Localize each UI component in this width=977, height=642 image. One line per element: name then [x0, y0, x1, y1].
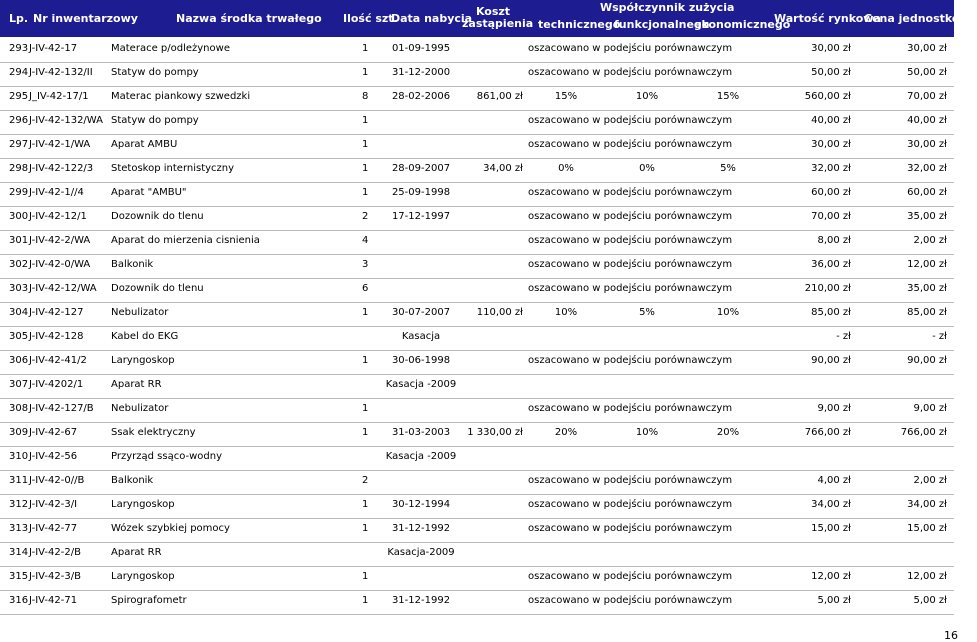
- table-row: [0, 206, 954, 231]
- cell-data: Kasacja -2009: [385, 379, 457, 390]
- cell-cena: 2,00 zł: [913, 235, 947, 246]
- cell-cena: 40,00 zł: [907, 115, 947, 126]
- cell-nazwa: Laryngoskop: [111, 571, 175, 582]
- cell-nr: J-IV-42-127: [29, 307, 84, 318]
- cell-nazwa: Laryngoskop: [111, 499, 175, 510]
- table-row: [0, 62, 954, 87]
- cell-wartosc: 30,00 zł: [811, 43, 851, 54]
- table-row: [0, 398, 954, 423]
- cell-data: 17-12-1997: [391, 211, 451, 222]
- cell-nazwa: Balkonik: [111, 259, 154, 270]
- table-row: [0, 566, 954, 591]
- cell-lp: 309: [9, 427, 29, 438]
- table-row: [0, 254, 954, 279]
- cell-cena: 12,00 zł: [907, 571, 947, 582]
- cell-t: oszacowano w podejściu porównawczym: [528, 355, 733, 366]
- table-row: [0, 38, 954, 63]
- table-row: [0, 158, 954, 183]
- cell-wartosc: 30,00 zł: [811, 139, 851, 150]
- cell-wartosc: 85,00 zł: [811, 307, 851, 318]
- cell-data: 30-06-1998: [391, 355, 451, 366]
- cell-t: oszacowano w podejściu porównawczym: [528, 571, 733, 582]
- cell-koszt: 110,00 zł: [476, 307, 523, 318]
- cell-t: oszacowano w podejściu porównawczym: [528, 283, 733, 294]
- cell-lp: 304: [9, 307, 29, 318]
- cell-nazwa: Nebulizator: [111, 307, 169, 318]
- cell-wartosc: 560,00 zł: [804, 91, 851, 102]
- cell-lp: 296: [9, 115, 29, 126]
- cell-t: 20%: [554, 427, 578, 438]
- cell-t: oszacowano w podejściu porównawczym: [528, 187, 733, 198]
- table-row: [0, 422, 954, 447]
- cell-t: oszacowano w podejściu porównawczym: [528, 499, 733, 510]
- cell-nr: J-IV-42-1/WA: [29, 139, 91, 150]
- cell-data: 31-03-2003: [391, 427, 451, 438]
- cell-ilosc: 1: [362, 403, 369, 414]
- cell-ilosc: 1: [362, 187, 369, 198]
- cell-f: 10%: [635, 427, 659, 438]
- table-row: [0, 302, 954, 327]
- cell-wartosc: 32,00 zł: [811, 163, 851, 174]
- cell-ilosc: 4: [362, 235, 369, 246]
- header-koszt: Koszt zastąpienia: [462, 5, 534, 30]
- cell-cena: - zł: [932, 331, 947, 342]
- header-wspolczynnik: Współczynnik zużycia: [600, 1, 735, 14]
- cell-nazwa: Laryngoskop: [111, 355, 175, 366]
- cell-wartosc: 70,00 zł: [811, 211, 851, 222]
- cell-nr: J-IV-42-122/3: [29, 163, 94, 174]
- cell-e: 5%: [720, 163, 736, 174]
- cell-lp: 298: [9, 163, 29, 174]
- cell-wartosc: 60,00 zł: [811, 187, 851, 198]
- cell-nr: J-IV-42-3/I: [29, 499, 78, 510]
- cell-ilosc: 8: [362, 91, 369, 102]
- header-funkcjonalnego: funkcjonalnego: [614, 18, 710, 31]
- cell-t: 10%: [554, 307, 578, 318]
- table-row: [0, 494, 954, 519]
- cell-t: oszacowano w podejściu porównawczym: [528, 403, 733, 414]
- cell-wartosc: - zł: [836, 331, 851, 342]
- cell-lp: 312: [9, 499, 29, 510]
- cell-t: oszacowano w podejściu porównawczym: [528, 43, 733, 54]
- table-row: [0, 182, 954, 207]
- cell-cena: 85,00 zł: [907, 307, 947, 318]
- cell-nazwa: Przyrząd ssąco-wodny: [111, 451, 223, 462]
- cell-nr: J-IV-42-1//4: [29, 187, 84, 198]
- cell-ilosc: 1: [362, 163, 369, 174]
- cell-t: oszacowano w podejściu porównawczym: [528, 211, 733, 222]
- cell-nazwa: Ssak elektryczny: [111, 427, 196, 438]
- cell-nr: J-IV-42-56: [29, 451, 78, 462]
- cell-f: 10%: [635, 91, 659, 102]
- cell-t: oszacowano w podejściu porównawczym: [528, 475, 733, 486]
- cell-wartosc: 50,00 zł: [811, 67, 851, 78]
- cell-ilosc: 1: [362, 355, 369, 366]
- cell-lp: 313: [9, 523, 29, 534]
- cell-cena: 60,00 zł: [907, 187, 947, 198]
- table-row: [0, 374, 954, 399]
- cell-nr: J-IV-42-12/WA: [29, 283, 97, 294]
- cell-t: oszacowano w podejściu porównawczym: [528, 115, 733, 126]
- cell-lp: 294: [9, 67, 29, 78]
- cell-cena: 34,00 zł: [907, 499, 947, 510]
- cell-cena: 32,00 zł: [907, 163, 947, 174]
- header-cena: Cena jednostkowa: [864, 12, 977, 25]
- table-row: [0, 446, 954, 471]
- cell-ilosc: 1: [362, 595, 369, 606]
- cell-data: 28-02-2006: [391, 91, 451, 102]
- cell-t: oszacowano w podejściu porównawczym: [528, 595, 733, 606]
- cell-ilosc: 1: [362, 139, 369, 150]
- cell-cena: 50,00 zł: [907, 67, 947, 78]
- cell-data: 28-09-2007: [391, 163, 451, 174]
- table-row: [0, 518, 954, 543]
- cell-nazwa: Aparat RR: [111, 547, 162, 558]
- cell-lp: 303: [9, 283, 29, 294]
- cell-nr: J-IV-42-2/B: [29, 547, 81, 558]
- cell-ilosc: 1: [362, 43, 369, 54]
- cell-koszt: 861,00 zł: [476, 91, 523, 102]
- cell-data: 30-12-1994: [391, 499, 451, 510]
- cell-cena: 30,00 zł: [907, 43, 947, 54]
- header-technicznego: technicznego: [538, 18, 621, 31]
- cell-nr: J-IV-42-71: [29, 595, 78, 606]
- cell-f: 0%: [639, 163, 655, 174]
- cell-nazwa: Materace p/odleżynowe: [111, 43, 230, 54]
- header-nazwa: Nazwa środka trwałego: [176, 12, 322, 25]
- header-nr: Nr inwentarzowy: [33, 12, 138, 25]
- cell-ilosc: 2: [362, 475, 369, 486]
- cell-nr: J-IV-42-67: [29, 427, 78, 438]
- cell-nazwa: Aparat AMBU: [111, 139, 178, 150]
- cell-t: oszacowano w podejściu porównawczym: [528, 259, 733, 270]
- cell-lp: 297: [9, 139, 29, 150]
- cell-data: 25-09-1998: [391, 187, 451, 198]
- cell-nr: J-IV-42-2/WA: [29, 235, 91, 246]
- cell-wartosc: 15,00 zł: [811, 523, 851, 534]
- cell-cena: 15,00 zł: [907, 523, 947, 534]
- cell-e: 10%: [716, 307, 740, 318]
- cell-nr: J-IV-42-12/1: [29, 211, 87, 222]
- cell-t: oszacowano w podejściu porównawczym: [528, 235, 733, 246]
- cell-t: oszacowano w podejściu porównawczym: [528, 523, 733, 534]
- cell-lp: 316: [9, 595, 29, 606]
- cell-cena: 35,00 zł: [907, 283, 947, 294]
- cell-ilosc: 1: [362, 307, 369, 318]
- cell-lp: 305: [9, 331, 29, 342]
- table-row: [0, 110, 954, 135]
- cell-nazwa: Statyw do pompy: [111, 115, 199, 126]
- cell-wartosc: 8,00 zł: [817, 235, 851, 246]
- table-row: [0, 542, 954, 567]
- cell-cena: 766,00 zł: [900, 427, 947, 438]
- cell-ilosc: 1: [362, 523, 369, 534]
- cell-nr: J-IV-42-3/B: [29, 571, 81, 582]
- cell-lp: 314: [9, 547, 29, 558]
- cell-nr: J_IV-42-17/1: [29, 91, 89, 102]
- table-row: [0, 86, 954, 111]
- table-row: [0, 350, 954, 375]
- cell-cena: 5,00 zł: [913, 595, 947, 606]
- table-row: [0, 590, 954, 615]
- cell-data: 30-07-2007: [391, 307, 451, 318]
- cell-e: 15%: [716, 91, 740, 102]
- cell-nazwa: Kabel do EKG: [111, 331, 179, 342]
- cell-nazwa: Aparat do mierzenia cisnienia: [111, 235, 260, 246]
- cell-koszt: 1 330,00 zł: [467, 427, 523, 438]
- cell-ilosc: 1: [362, 67, 369, 78]
- cell-lp: 295: [9, 91, 29, 102]
- cell-lp: 302: [9, 259, 29, 270]
- cell-lp: 307: [9, 379, 29, 390]
- cell-ilosc: 1: [362, 427, 369, 438]
- cell-cena: 9,00 zł: [913, 403, 947, 414]
- cell-data: Kasacja-2009: [387, 547, 455, 558]
- table-header: [0, 0, 977, 37]
- cell-nazwa: Dozownik do tlenu: [111, 211, 204, 222]
- cell-wartosc: 34,00 zł: [811, 499, 851, 510]
- cell-wartosc: 36,00 zł: [811, 259, 851, 270]
- cell-t: 0%: [558, 163, 574, 174]
- cell-nr: J-IV-42-0/WA: [29, 259, 91, 270]
- cell-wartosc: 4,00 zł: [817, 475, 851, 486]
- table-row: [0, 134, 954, 159]
- cell-e: 20%: [716, 427, 740, 438]
- header-lp: Lp.: [9, 12, 29, 25]
- cell-nazwa: Statyw do pompy: [111, 67, 199, 78]
- table-row: [0, 278, 954, 303]
- cell-lp: 300: [9, 211, 29, 222]
- cell-lp: 293: [9, 43, 29, 54]
- cell-wartosc: 766,00 zł: [804, 427, 851, 438]
- cell-nazwa: Materac piankowy szwedzki: [111, 91, 251, 102]
- cell-nazwa: Spirografometr: [111, 595, 187, 606]
- cell-nr: J-IV-42-127/B: [29, 403, 94, 414]
- cell-lp: 306: [9, 355, 29, 366]
- cell-ilosc: 6: [362, 283, 369, 294]
- cell-nazwa: Aparat "AMBU": [111, 187, 187, 198]
- cell-nr: J-IV-42-132/WA: [29, 115, 103, 126]
- cell-nr: J-IV-42-128: [29, 331, 84, 342]
- cell-nazwa: Aparat RR: [111, 379, 162, 390]
- cell-t: 15%: [554, 91, 578, 102]
- cell-nazwa: Stetoskop internistyczny: [111, 163, 235, 174]
- header-ilosc: Ilość szt.: [343, 12, 398, 25]
- cell-data: 01-09-1995: [391, 43, 451, 54]
- cell-ilosc: 2: [362, 211, 369, 222]
- cell-nr: J-IV-42-0//B: [29, 475, 85, 486]
- cell-lp: 311: [9, 475, 29, 486]
- cell-data: 31-12-2000: [391, 67, 451, 78]
- cell-koszt: 34,00 zł: [483, 163, 523, 174]
- cell-nr: J-IV-42-41/2: [29, 355, 87, 366]
- cell-lp: 299: [9, 187, 29, 198]
- page-number: 16: [944, 629, 958, 642]
- cell-t: oszacowano w podejściu porównawczym: [528, 139, 733, 150]
- cell-cena: 90,00 zł: [907, 355, 947, 366]
- cell-wartosc: 9,00 zł: [817, 403, 851, 414]
- cell-data: 31-12-1992: [391, 595, 451, 606]
- cell-nr: J-IV-4202/1: [29, 379, 84, 390]
- header-ekonomicznego: ekonomicznego: [694, 18, 791, 31]
- cell-data: 31-12-1992: [391, 523, 451, 534]
- table-row: [0, 470, 954, 495]
- cell-ilosc: 1: [362, 571, 369, 582]
- cell-f: 5%: [639, 307, 655, 318]
- cell-ilosc: 3: [362, 259, 369, 270]
- cell-cena: 12,00 zł: [907, 259, 947, 270]
- table-row: [0, 326, 954, 351]
- cell-nazwa: Balkonik: [111, 475, 154, 486]
- cell-data: Kasacja: [401, 331, 441, 342]
- cell-nazwa: Wózek szybkiej pomocy: [111, 523, 230, 534]
- cell-ilosc: 1: [362, 499, 369, 510]
- cell-nr: J-IV-42-77: [29, 523, 78, 534]
- cell-ilosc: 1: [362, 115, 369, 126]
- cell-lp: 315: [9, 571, 29, 582]
- cell-nr: J-IV-42-132/II: [29, 67, 93, 78]
- cell-wartosc: 210,00 zł: [804, 283, 851, 294]
- cell-cena: 30,00 zł: [907, 139, 947, 150]
- cell-nr: J-IV-42-17: [29, 43, 78, 54]
- cell-t: oszacowano w podejściu porównawczym: [528, 67, 733, 78]
- cell-cena: 2,00 zł: [913, 475, 947, 486]
- cell-nazwa: Dozownik do tlenu: [111, 283, 204, 294]
- cell-lp: 310: [9, 451, 29, 462]
- cell-wartosc: 90,00 zł: [811, 355, 851, 366]
- cell-lp: 301: [9, 235, 29, 246]
- cell-cena: 35,00 zł: [907, 211, 947, 222]
- cell-cena: 70,00 zł: [907, 91, 947, 102]
- cell-wartosc: 5,00 zł: [817, 595, 851, 606]
- cell-wartosc: 40,00 zł: [811, 115, 851, 126]
- header-wartosc: Wartość rynkowa: [774, 12, 881, 25]
- header-data: Data nabycia: [391, 12, 473, 25]
- cell-lp: 308: [9, 403, 29, 414]
- cell-nazwa: Nebulizator: [111, 403, 169, 414]
- cell-data: Kasacja -2009: [385, 451, 457, 462]
- cell-wartosc: 12,00 zł: [811, 571, 851, 582]
- table-row: [0, 230, 954, 255]
